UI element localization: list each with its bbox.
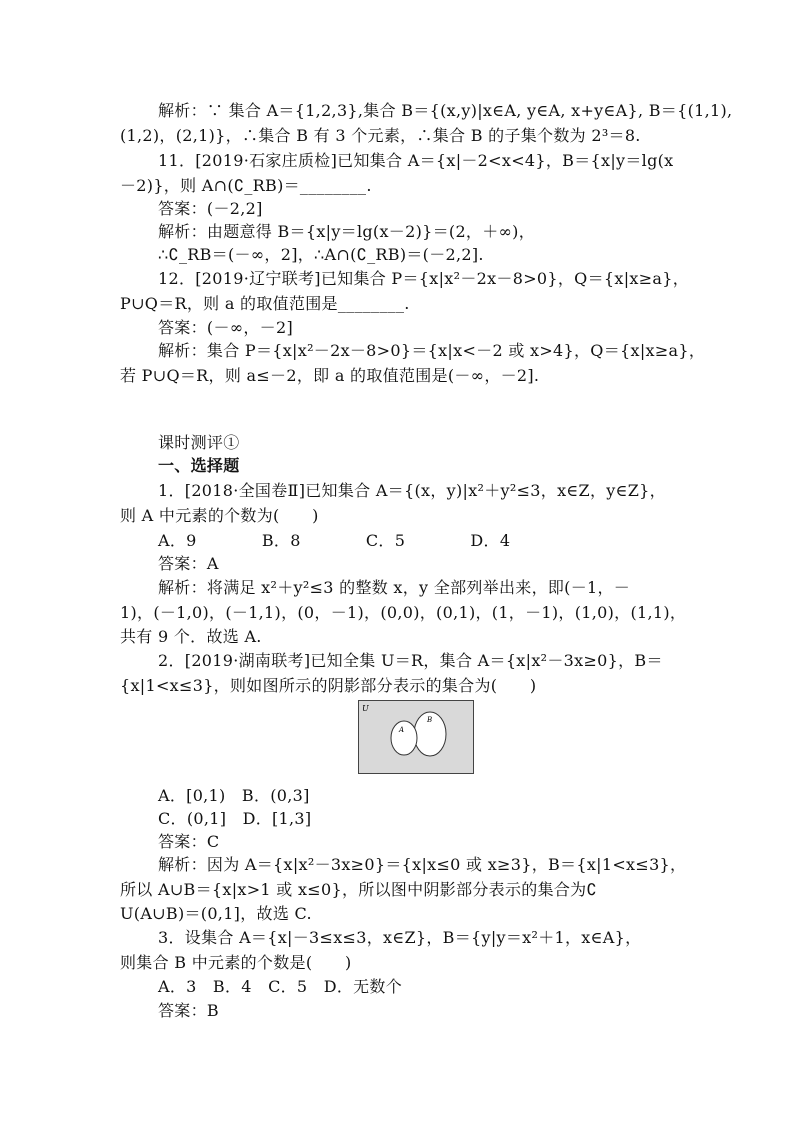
text-line: 解析：集合 P＝{x|x²－2x－8>0}＝{x|x<－2 或 x>4}，Q＝{x|x≥a}， — [158, 341, 706, 360]
text-line: 1)，(－1,0)，(－1,1)，(0，－1)，(0,0)，(0,1)，(1，－1)，(1,0)，(1,1)， — [120, 603, 687, 622]
text-line: A．3 B．4 C．5 D．无数个 — [158, 977, 403, 996]
text-line: (1,2)，(2,1)}，∴集合 B 有 3 个元素，∴集合 B 的子集个数为 2³＝8. — [120, 126, 641, 145]
text-line: P∪Q＝R，则 a 的取值范围是________. — [120, 294, 410, 313]
text-line: 若 P∪Q＝R，则 a≤－2，即 a 的取值范围是(－∞，－2]. — [120, 366, 540, 385]
venn-universe-label: U — [362, 704, 369, 713]
text-line: 一、选择题 — [158, 456, 240, 475]
text-line: 共有 9 个．故选 A. — [120, 627, 262, 646]
text-line: 解析：∵ 集合 A＝{1,2,3},集合 B＝{(x,y)|x∈A, y∈A, x+y∈A}, B＝{(1,1), — [158, 101, 733, 120]
text-line: 则集合 B 中元素的个数是( ) — [120, 953, 352, 972]
text-line: 11．[2019·石家庄质检]已知集合 A＝{x|－2<x<4}，B＝{x|y＝lg(x — [158, 151, 674, 170]
text-line: 12．[2019·辽宁联考]已知集合 P＝{x|x²－2x－8>0}，Q＝{x|x≥a}， — [158, 269, 690, 288]
text-line: 课时测评① — [158, 433, 240, 452]
text-line: A．[0,1) B．(0,3] — [158, 786, 310, 805]
text-line: 1．[2018·全国卷Ⅱ]已知集合 A＝{(x，y)|x²＋y²≤3，x∈Z，y∈Z}， — [158, 481, 666, 500]
text-line: 解析：由题意得 B＝{x|y＝lg(x－2)}＝(2，＋∞)， — [158, 222, 535, 241]
text-line: 2．[2019·湖南联考]已知全集 U＝R，集合 A＝{x|x²－3x≥0}，B＝ — [158, 651, 663, 670]
text-line: 答案：C — [158, 832, 220, 851]
text-line: ∴∁_RB＝(－∞，2]，∴A∩(∁_RB)＝(－2,2]. — [158, 245, 484, 264]
text-line: {x|1<x≤3}，则如图所示的阴影部分表示的集合为( ) — [120, 676, 537, 695]
venn-diagram — [358, 700, 474, 774]
text-line: 解析：因为 A＝{x|x²－3x≥0}＝{x|x≤0 或 x≥3}，B＝{x|1<x≤3}， — [158, 855, 687, 874]
text-line: 答案：A — [158, 554, 219, 573]
text-line: 答案：(－∞，－2] — [158, 318, 293, 337]
text-line: A．9 B．8 C．5 D．4 — [158, 531, 511, 550]
text-line: 答案：(－2,2] — [158, 199, 263, 218]
text-line: 答案：B — [158, 1001, 219, 1020]
text-line: 所以 A∪B＝{x|x>1 或 x≤0}，所以图中阴影部分表示的集合为∁ — [120, 880, 597, 899]
venn-set-a-label: A — [399, 726, 405, 734]
text-line: 则 A 中元素的个数为( ) — [120, 506, 319, 525]
text-line: C．(0,1] D．[1,3] — [158, 809, 312, 828]
text-line: －2)}，则 A∩(∁_RB)＝________. — [120, 176, 372, 195]
venn-set-b-label: B — [427, 716, 433, 724]
text-line: 3．设集合 A＝{x|－3≤x≤3，x∈Z}，B＝{y|y＝x²＋1，x∈A}， — [158, 928, 642, 947]
text-line: 解析：将满足 x²＋y²≤3 的整数 x，y 全部列举出来，即(－1，－ — [158, 578, 631, 597]
text-line: U(A∪B)＝(0,1]，故选 C. — [120, 904, 312, 923]
